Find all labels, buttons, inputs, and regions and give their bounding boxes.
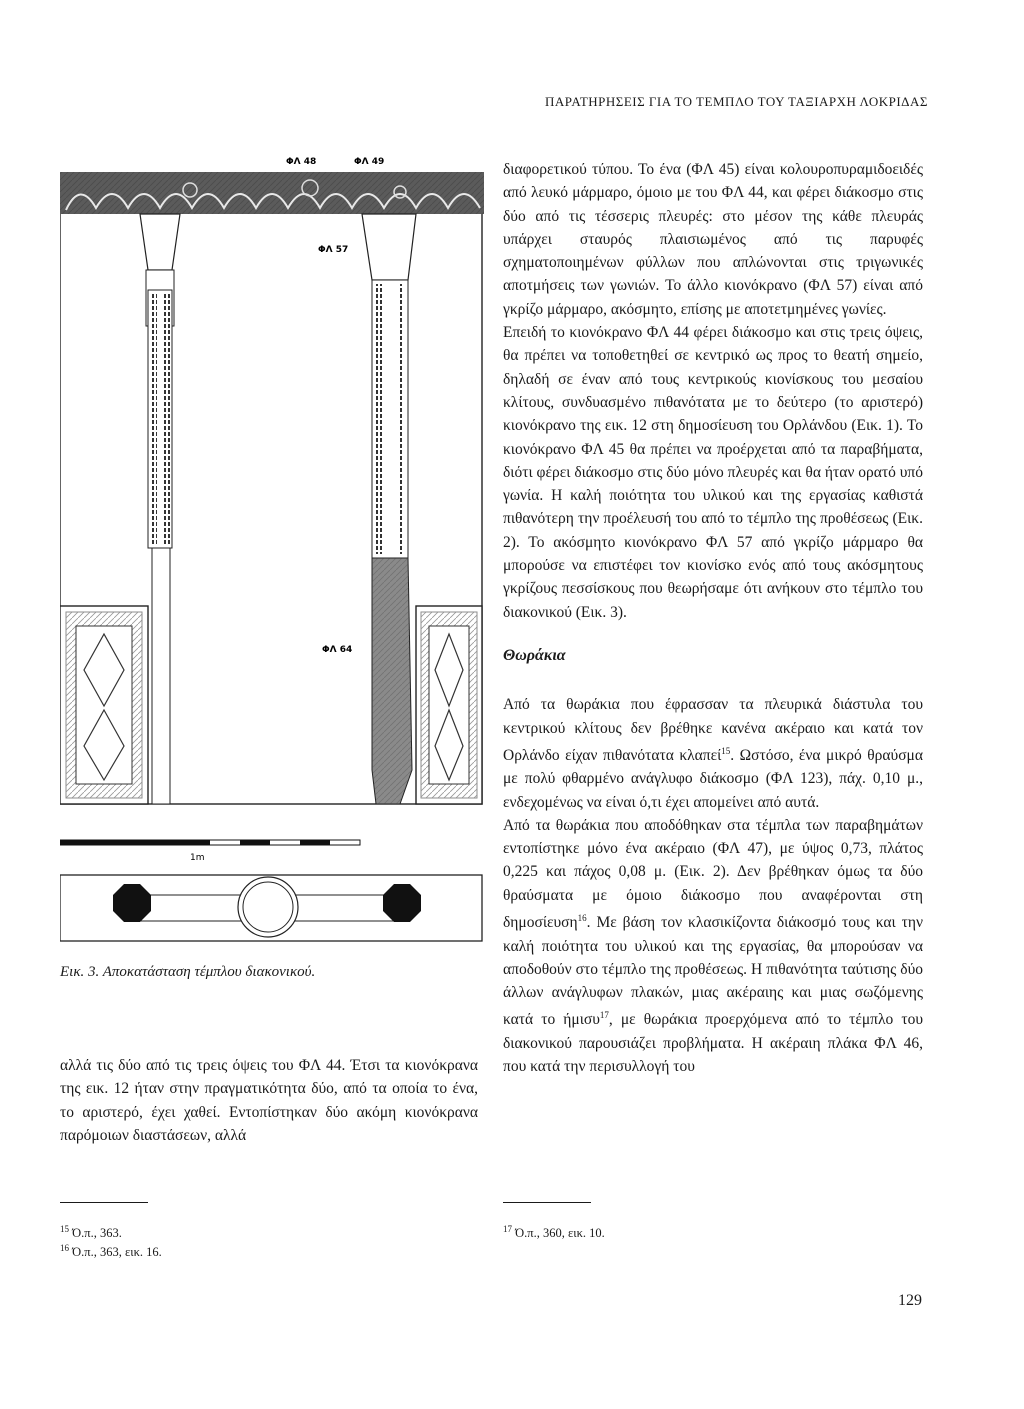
footnote-15-number: 15 [60,1224,69,1234]
footnote-16-number: 16 [60,1243,69,1253]
paragraph-4-text-b: . Με βάση τον κλασικίζοντα διάκοσμό τους και την καλή ποιότητα του υλικού και της εργασίας, θα μπορούσαν να αποδοθούν στο τέμπλο της προθέσεως. Η πιθανότητα ταύτισης δύο άλλων ανάγλυφων πλακών, μιας ακέραιης και μιας σωζόμενης κατά το ήμισυ [503,914,923,1029]
paragraph-3-text-a: Από τα θωράκια που έφρασσαν τα πλευρικά διάστυλα του κεντρικού κλίτους δεν βρέθηκε κανένα ακέραιο και κατά τον Ορλάνδο είχαν πιθανότατα κλαπεί [503,696,923,764]
scale-bar [60,840,360,845]
footnote-16-text: Ό.π., 363, εικ. 16. [72,1245,162,1260]
scale-label: 1m [190,853,205,863]
page-number: 129 [898,1292,922,1309]
footnote-ref-17[interactable]: 17 [599,1010,609,1021]
label-fl48: ΦΛ 48 [286,157,317,167]
footnote-17-text: Ό.π., 360, εικ. 10. [515,1226,605,1241]
paragraph-3 [503,693,923,814]
right-closure-slab [416,606,482,804]
templon-drawing [60,150,485,950]
right-colonnette [362,214,416,804]
paragraph-1: διαφορετικού τύπου. Το ένα (ΦΛ 45) είναι κολουροπυραμιδοειδές από λευκό μάρμαρο, όμοιο με του ΦΛ 44, και φέρει διάκοσμο στις δύο από τις τέσσερις πλευρές: στο μέσον της κάθε πλευράς υπάρχει σταυρός πλαισιωμένος από τις παρυφές σχηματοποιημένων φύλλων που απλώνονται στις τριγωνικές αποτμήσεις των γωνιών. Το άλλο κιονόκρανο (ΦΛ 57) είναι από γκρίζο μάρμαρο, ακόσμητο, επίσης με αποτετμημένες γωνίες. [503,161,923,318]
left-column [60,1054,478,1147]
running-head: ΠΑΡΑΤΗΡΗΣΕΙΣ ΓΙΑ ΤΟ ΤΕΜΠΛΟ ΤΟΥ ΤΑΞΙΑΡΧΗ ΛΟΚΡΙΔΑΣ [545,94,928,109]
paragraph-2: Επειδή το κιονόκρανο ΦΛ 44 φέρει διάκοσμο και στις τρεις όψεις, θα πρέπει να τοποθετηθεί σε κεντρικό ως προς το θεατή σημείο, δηλαδή σε έναν από τους κεντρικούς κιονίσκους του μεσαίου κλίτους, συνδυασμένο πιθανότατα με το δεύτερο (το αριστερό) κιονόκρανο της εικ. 12 στη δημοσίευση του Ορλάνδου (Εικ. 1). Το κιονόκρανο ΦΛ 45 θα πρέπει να προέρχεται από τα παραβήματα, διότι φέρει διάκοσμο στις δύο μόνο πλευρές και θα ήταν ορατό υπό γωνία. Η καλή ποιότητα του υλικού και της εργασίας καθιστά πιθανότερη την προέλευσή του από το τέμπλο της προθέσεως (Εικ. 2). Το ακόσμητο κιονόκρανο ΦΛ 57 από γκρίζο μάρμαρο θα μπορούσε να επιστέφει τον κιονίσκο ενός από τους ακόσμητους γκρίζους πεσσίσκους που θεωρήσαμε ότι ανήκουν στο τέμπλο του διακονικού (Εικ. 3). [503,324,923,621]
epistyle-frieze [60,172,484,214]
footnote-17 [503,1221,605,1242]
section-heading: Θωράκια [503,646,566,664]
figure-templon-restoration [60,150,485,950]
label-fl49: ΦΛ 49 [354,157,385,167]
footnote-16 [60,1240,162,1261]
left-paragraph: αλλά τις δύο από τις τρεις όψεις του ΦΛ 44. Έτσι τα κιονόκρανα της εικ. 12 ήταν στην πραγματικότητα δύο, από τα οποία το ένα, το αριστερό, έχει χαθεί. Εντοπίστηκαν δύο ακόμη κιονόκρανα παρόμοιων διαστάσεων, αλλά [60,1057,478,1144]
plan-view [60,875,482,941]
figure-caption: Εικ. 3. Αποκατάσταση τέμπλου διακονικού. [60,964,316,980]
label-fl57: ΦΛ 57 [318,245,349,255]
paragraph-3-text-b: . Ωστόσο, ένα μικρό θραύσμα με πολύ φθαρμένο ανάγλυφο διάκοσμο (ΦΛ 123), πάχ. 0,10 μ., ενδεχομένως να είναι ό,τι έχει απομείνει από αυτά. [503,746,923,811]
paragraph-4-text-a: Από τα θωράκια που αποδόθηκαν στα τέμπλα των παραβημάτων εντοπίστηκε μόνο ένα ακέραιο (ΦΛ 47), με ύψος 0,73, πλάτος 0,225 και πάχος 0,08 μ. (Εικ. 2). Δεν βρέθηκαν όμως τα δύο θραύσματα με όμοιο διάκοσμο που αναφέρονται στη δημοσίευση [503,816,923,932]
footnote-ref-16[interactable]: 16 [577,913,587,924]
footnote-rule-right [503,1202,591,1203]
footnote-17-number: 17 [503,1224,512,1234]
paragraph-4-text-c: , με θωράκια προερχόμενα από το τέμπλο του διακονικού παρουσιάζει προβλήματα. Η ακέραιη πλάκα ΦΛ 46, που κατά την περισυλλογή του [503,1011,923,1076]
right-column [503,158,923,1078]
footnote-ref-15[interactable]: 15 [721,745,731,756]
paragraph-4 [503,814,923,1079]
footnote-rule-left [60,1202,148,1203]
label-fl64: ΦΛ 64 [322,645,353,655]
footnote-15-text: Ό.π., 363. [72,1226,122,1241]
left-closure-slab [60,606,148,804]
footnote-15 [60,1221,122,1242]
